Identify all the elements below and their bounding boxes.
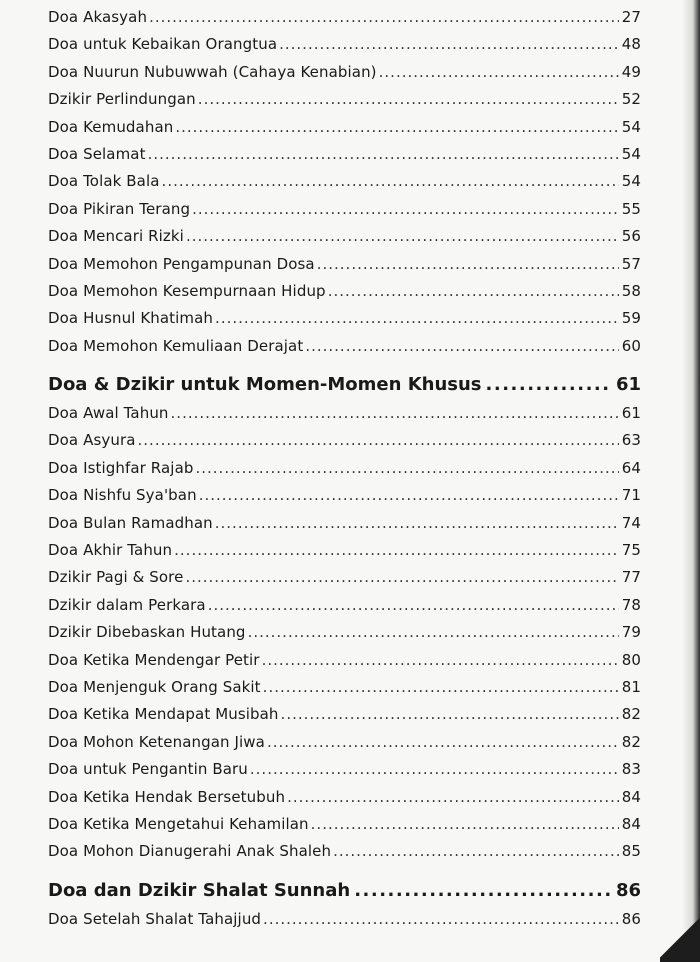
leader-dots <box>263 678 619 696</box>
toc-entry <box>48 35 641 62</box>
toc-entry <box>48 8 641 35</box>
toc-entry <box>48 200 641 227</box>
leader-dots <box>198 90 619 108</box>
entry-page-number: 81 <box>621 677 641 696</box>
toc-entry <box>48 568 641 595</box>
entry-title: Doa Kemudahan <box>48 117 174 136</box>
entry-page-number: 64 <box>621 458 641 477</box>
entry-title: Doa Memohon Kemuliaan Derajat <box>48 336 304 355</box>
entry-page-number: 82 <box>621 705 641 724</box>
page-corner <box>660 902 700 962</box>
leader-dots <box>263 910 619 928</box>
entry-page-number: 78 <box>621 595 641 614</box>
toc-entry <box>48 842 641 869</box>
entry-page-number: 59 <box>621 309 641 328</box>
entry-title: Dzikir Pagi & Sore <box>48 568 184 587</box>
entry-page-number: 60 <box>621 336 641 355</box>
leader-dots <box>287 788 619 806</box>
entry-page-number: 54 <box>621 172 641 191</box>
entry-title: Doa untuk Pengantin Baru <box>48 760 248 779</box>
leader-dots <box>174 541 619 559</box>
entry-title: Doa Asyura <box>48 431 136 450</box>
entry-page-number: 77 <box>621 568 641 587</box>
leader-dots <box>279 35 619 53</box>
leader-dots <box>149 8 619 26</box>
entry-page-number: 54 <box>621 117 641 136</box>
leader-dots <box>186 227 619 245</box>
toc-entry <box>48 145 641 172</box>
leader-dots <box>305 337 619 355</box>
toc-entry <box>48 733 641 760</box>
toc-entry <box>48 486 641 513</box>
entry-title: Doa Menjenguk Orang Sakit <box>48 677 261 696</box>
section-page-number: 61 <box>615 374 641 396</box>
leader-dots <box>317 255 619 273</box>
toc-entry <box>48 404 641 431</box>
toc-entry <box>48 118 641 145</box>
entry-title: Doa Akhir Tahun <box>48 541 173 560</box>
table-of-contents <box>48 8 641 937</box>
leader-dots <box>333 842 619 860</box>
toc-section-heading <box>48 880 641 910</box>
toc-entry <box>48 63 641 90</box>
toc-group-3 <box>48 910 641 937</box>
toc-group-1 <box>48 8 641 364</box>
entry-title: Doa Pikiran Terang <box>48 199 191 218</box>
toc-entry <box>48 282 641 309</box>
entry-title: Doa Selamat <box>48 144 146 163</box>
leader-dots <box>250 760 619 778</box>
entry-title: Doa Ketika Hendak Bersetubuh <box>48 787 286 806</box>
leader-dots <box>262 651 619 669</box>
toc-entry <box>48 337 641 364</box>
leader-dots <box>354 880 612 901</box>
entry-page-number: 48 <box>621 35 641 54</box>
entry-page-number: 86 <box>621 909 641 928</box>
entry-page-number: 54 <box>621 144 641 163</box>
toc-entry <box>48 815 641 842</box>
toc-entry <box>48 788 641 815</box>
leader-dots <box>281 705 619 723</box>
entry-page-number: 74 <box>621 513 641 532</box>
toc-section-heading <box>48 374 641 404</box>
entry-title: Dzikir Dibebaskan Hutang <box>48 623 246 642</box>
toc-group-2 <box>48 404 641 870</box>
toc-entry <box>48 255 641 282</box>
entry-page-number: 61 <box>621 404 641 423</box>
entry-title: Doa Nishfu Sya'ban <box>48 486 197 505</box>
leader-dots <box>171 404 619 422</box>
entry-page-number: 83 <box>621 760 641 779</box>
leader-dots <box>215 514 619 532</box>
section-page-number: 86 <box>615 879 641 901</box>
leader-dots <box>175 118 619 136</box>
entry-title: Doa Ketika Mengetahui Kehamilan <box>48 814 309 833</box>
entry-title: Doa Mohon Dianugerahi Anak Shaleh <box>48 842 332 861</box>
entry-title: Doa Husnul Khatimah <box>48 309 214 328</box>
entry-page-number: 80 <box>621 650 641 669</box>
leader-dots <box>215 309 619 327</box>
entry-title: Doa Ketika Mendapat Musibah <box>48 705 279 724</box>
leader-dots <box>195 459 619 477</box>
entry-title: Doa Istighfar Rajab <box>48 458 194 477</box>
toc-entry <box>48 651 641 678</box>
entry-title: Dzikir Perlindungan <box>48 90 196 109</box>
entry-page-number: 57 <box>621 254 641 273</box>
leader-dots <box>486 374 612 395</box>
toc-entry <box>48 172 641 199</box>
leader-dots <box>162 172 619 190</box>
entry-title: Doa Setelah Shalat Tahajjud <box>48 909 262 928</box>
leader-dots <box>199 486 619 504</box>
toc-entry <box>48 431 641 458</box>
toc-entry <box>48 459 641 486</box>
toc-entry <box>48 705 641 732</box>
leader-dots <box>148 145 619 163</box>
page-edge-shadow <box>682 0 700 962</box>
entry-page-number: 58 <box>621 281 641 300</box>
entry-title: Doa Memohon Pengampunan Dosa <box>48 254 315 273</box>
entry-page-number: 75 <box>621 541 641 560</box>
section-title: Doa dan Dzikir Shalat Sunnah <box>48 879 351 901</box>
entry-page-number: 84 <box>621 787 641 806</box>
entry-title: Doa Bulan Ramadhan <box>48 513 213 532</box>
toc-entry <box>48 623 641 650</box>
toc-entry <box>48 596 641 623</box>
entry-title: Doa Mencari Rizki <box>48 227 184 246</box>
entry-title: Doa untuk Kebaikan Orangtua <box>48 35 278 54</box>
leader-dots <box>379 63 619 81</box>
toc-entry <box>48 678 641 705</box>
section-title: Doa & Dzikir untuk Momen-Momen Khusus <box>48 374 482 396</box>
entry-title: Doa Ketika Mendengar Petir <box>48 650 260 669</box>
entry-title: Doa Akasyah <box>48 8 148 26</box>
entry-page-number: 56 <box>621 227 641 246</box>
leader-dots <box>185 568 619 586</box>
toc-entry <box>48 309 641 336</box>
leader-dots <box>328 282 619 300</box>
leader-dots <box>248 623 619 641</box>
entry-title: Doa Tolak Bala <box>48 172 160 191</box>
entry-title: Doa Mohon Ketenangan Jiwa <box>48 732 265 751</box>
toc-entry <box>48 514 641 541</box>
leader-dots <box>138 431 619 449</box>
leader-dots <box>311 815 619 833</box>
toc-entry <box>48 90 641 117</box>
entry-page-number: 85 <box>621 842 641 861</box>
entry-page-number: 84 <box>621 814 641 833</box>
entry-title: Dzikir dalam Perkara <box>48 595 206 614</box>
entry-page-number: 71 <box>621 486 641 505</box>
leader-dots <box>208 596 619 614</box>
leader-dots <box>192 200 619 218</box>
entry-page-number: 55 <box>621 199 641 218</box>
entry-title: Doa Memohon Kesempurnaan Hidup <box>48 281 326 300</box>
entry-page-number: 27 <box>621 8 641 26</box>
entry-title: Doa Nuurun Nubuwwah (Cahaya Kenabian) <box>48 62 377 81</box>
entry-page-number: 82 <box>621 732 641 751</box>
entry-title: Doa Awal Tahun <box>48 404 169 423</box>
toc-entry <box>48 227 641 254</box>
toc-entry <box>48 910 641 937</box>
toc-entry <box>48 760 641 787</box>
entry-page-number: 52 <box>621 90 641 109</box>
entry-page-number: 79 <box>621 623 641 642</box>
toc-entry <box>48 541 641 568</box>
leader-dots <box>267 733 619 751</box>
entry-page-number: 63 <box>621 431 641 450</box>
entry-page-number: 49 <box>621 62 641 81</box>
